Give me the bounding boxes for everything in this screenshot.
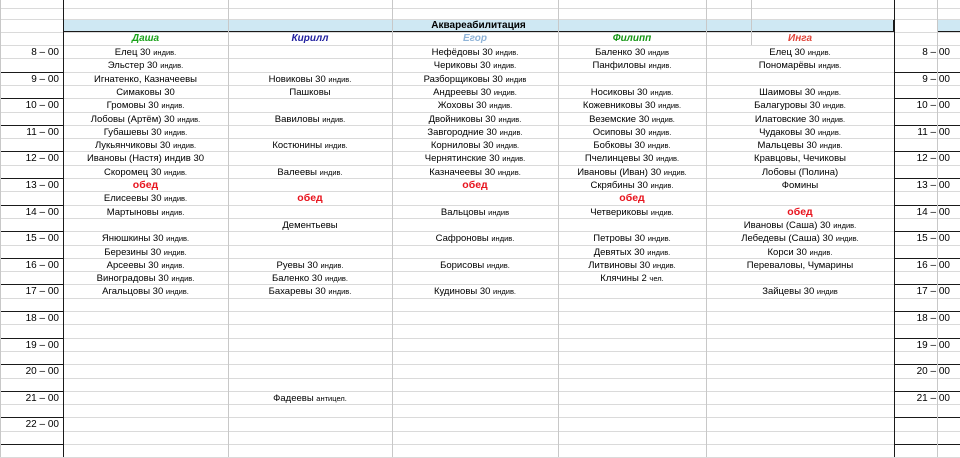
lunch-break-cell[interactable] xyxy=(228,192,392,205)
booking-family: Зайцевы 30 xyxy=(762,286,815,297)
booking-family: Губашевы 30 xyxy=(103,127,162,138)
booking-cell[interactable] xyxy=(558,206,706,219)
booking-type: индив. xyxy=(651,115,675,124)
booking-family: Дементьевы xyxy=(282,220,338,231)
time-label-right[interactable]: 18 – 00 xyxy=(916,313,950,324)
booking-type: индив. xyxy=(177,115,201,124)
booking-family: Панфиловы xyxy=(592,60,646,71)
booking-cell[interactable] xyxy=(706,166,894,179)
booking-family: Андреевы 30 xyxy=(433,87,492,98)
grid-column-line xyxy=(0,0,1,457)
time-label-left[interactable]: 12 – 00 xyxy=(25,153,59,164)
booking-cell[interactable] xyxy=(63,139,228,152)
booking-family: Клячины 2 xyxy=(600,273,647,284)
time-label-left[interactable]: 19 – 00 xyxy=(25,340,59,351)
booking-family: Веземские 30 xyxy=(589,114,650,125)
booking-cell[interactable] xyxy=(392,73,558,86)
booking-cell[interactable] xyxy=(392,59,558,72)
booking-family: обед xyxy=(297,192,323,204)
booking-family: Мартыновы xyxy=(106,207,159,218)
booking-type: индив. xyxy=(817,128,841,137)
time-label-left[interactable]: 10 – 00 xyxy=(25,100,59,111)
booking-cell[interactable] xyxy=(558,166,706,179)
booking-family: обед xyxy=(132,179,159,191)
booking-cell[interactable] xyxy=(706,99,894,112)
booking-cell[interactable] xyxy=(63,285,228,298)
column-header-inga[interactable]: Инга xyxy=(788,33,812,44)
booking-cell[interactable] xyxy=(63,272,228,285)
booking-family: Балагуровы 30 xyxy=(754,100,821,111)
booking-type: индив. xyxy=(164,168,188,177)
booking-cell[interactable] xyxy=(228,73,392,86)
time-label-left[interactable]: 15 – 00 xyxy=(25,233,59,244)
booking-type: индив. xyxy=(161,261,185,270)
booking-family: Ивановы (Настя) индив 30 xyxy=(86,153,205,164)
booking-type: индив. xyxy=(835,234,859,243)
lunch-break-cell[interactable] xyxy=(392,179,558,192)
booking-family: Березины 30 xyxy=(104,247,162,258)
time-label-left[interactable]: 14 – 00 xyxy=(25,207,59,218)
booking-cell[interactable] xyxy=(392,99,558,112)
booking-cell[interactable] xyxy=(392,139,558,152)
time-label-left[interactable]: 22 – 00 xyxy=(25,419,59,430)
time-label-right[interactable]: 11 – 00 xyxy=(917,127,950,138)
booking-cell[interactable] xyxy=(706,179,894,192)
booking-cell[interactable] xyxy=(706,86,894,99)
grid-row-line xyxy=(0,404,960,405)
grid-column-line xyxy=(894,0,895,457)
booking-type: индив. xyxy=(817,88,841,97)
next-sheet-header xyxy=(937,19,960,32)
time-label-right[interactable]: 9 – 00 xyxy=(922,74,950,85)
booking-cell[interactable] xyxy=(228,219,392,232)
booking-type: индив. xyxy=(489,101,513,110)
booking-cell[interactable] xyxy=(63,152,228,165)
booking-type: индив. xyxy=(648,61,672,70)
booking-type: индив. xyxy=(486,261,510,270)
booking-family: Двойниковы 30 xyxy=(428,114,496,125)
booking-cell[interactable] xyxy=(63,99,228,112)
booking-cell[interactable] xyxy=(706,126,894,139)
booking-cell[interactable] xyxy=(706,139,894,152)
booking-cell[interactable] xyxy=(63,166,228,179)
column-header-kirill[interactable]: Кирилл xyxy=(291,33,329,44)
booking-family: Кравцовы, Чечиковы xyxy=(754,153,846,164)
booking-family: Лебедевы (Саша) 30 xyxy=(741,233,834,244)
booking-cell[interactable] xyxy=(392,206,558,219)
booking-type: индив. xyxy=(499,128,523,137)
booking-type: индив. xyxy=(663,168,687,177)
booking-family: Ивановы (Иван) 30 xyxy=(577,167,662,178)
column-header-filipp[interactable]: Филипп xyxy=(612,33,652,44)
time-label-left[interactable]: 21 – 00 xyxy=(25,393,59,404)
grid-row-line xyxy=(0,391,960,392)
booking-cell[interactable] xyxy=(706,46,894,59)
grid-row-line xyxy=(0,338,960,339)
booking-cell[interactable] xyxy=(228,139,392,152)
booking-cell[interactable] xyxy=(392,46,558,59)
booking-family: Лобовы (Артём) 30 xyxy=(90,114,175,125)
booking-cell[interactable] xyxy=(558,59,706,72)
booking-type: индив. xyxy=(324,141,348,150)
booking-type: индив. xyxy=(658,101,682,110)
booking-family: Переваловы, Чумарины xyxy=(746,260,854,271)
booking-cell[interactable] xyxy=(706,152,894,165)
booking-type: индив. xyxy=(173,141,197,150)
booking-family: Эльстер 30 xyxy=(107,60,158,71)
booking-family: Чернятинские 30 xyxy=(424,153,500,164)
grid-row-line xyxy=(0,444,960,445)
booking-family: Новиковы 30 xyxy=(268,74,326,85)
booking-family: обед xyxy=(787,206,813,218)
time-label-left[interactable]: 18 – 00 xyxy=(25,313,59,324)
booking-type: индив. xyxy=(498,115,522,124)
booking-type: индив. xyxy=(495,48,519,57)
booking-type: индив. xyxy=(648,128,672,137)
booking-type: индив. xyxy=(320,261,344,270)
booking-type: индив. xyxy=(807,48,831,57)
booking-family: Разборщиковы 30 xyxy=(423,74,503,85)
booking-cell[interactable] xyxy=(706,285,894,298)
grid-row-line xyxy=(0,378,960,379)
booking-family: Чудаковы 30 xyxy=(759,127,816,138)
booking-type: индив. xyxy=(164,128,188,137)
booking-type: индив. xyxy=(647,248,671,257)
booking-type: индив xyxy=(648,48,669,57)
booking-type: чел. xyxy=(649,274,664,283)
booking-cell[interactable] xyxy=(228,392,392,405)
time-label-left[interactable]: 11 – 00 xyxy=(26,127,59,138)
booking-type: индив. xyxy=(650,181,674,190)
booking-family: Илатовские 30 xyxy=(754,114,820,125)
booking-family: Вальцовы xyxy=(440,207,486,218)
booking-type: индив. xyxy=(160,61,184,70)
booking-type: индив. xyxy=(493,287,517,296)
booking-family: Елисеевы 30 xyxy=(103,193,162,204)
booking-cell[interactable] xyxy=(706,59,894,72)
booking-cell[interactable] xyxy=(63,59,228,72)
booking-cell[interactable] xyxy=(706,219,894,232)
time-label-right[interactable]: 14 – 00 xyxy=(916,207,950,218)
booking-type: индив. xyxy=(493,61,517,70)
time-label-left[interactable]: 9 – 00 xyxy=(31,74,59,85)
booking-type: индив. xyxy=(153,48,177,57)
booking-family: Пчелинцевы 30 xyxy=(584,153,654,164)
booking-family: Корниловы 30 xyxy=(430,140,494,151)
time-label-left[interactable]: 16 – 00 xyxy=(25,260,59,271)
booking-family: Корси 30 xyxy=(767,247,807,258)
booking-family: Баленко 30 xyxy=(595,47,646,58)
grid-row-line xyxy=(0,351,960,352)
booking-cell[interactable] xyxy=(392,126,558,139)
booking-cell[interactable] xyxy=(558,46,706,59)
time-label-right[interactable]: 19 – 00 xyxy=(916,340,950,351)
booking-type: антицел. xyxy=(316,394,347,403)
booking-cell[interactable] xyxy=(706,246,894,259)
booking-cell[interactable] xyxy=(63,86,228,99)
booking-family: Сафроновы xyxy=(435,233,489,244)
booking-family: Шаимовы 30 xyxy=(759,87,816,98)
booking-family: Валеевы xyxy=(277,167,317,178)
booking-family: Руевы 30 xyxy=(276,260,318,271)
booking-type: индив. xyxy=(833,221,857,230)
booking-type: индив. xyxy=(325,274,348,283)
booking-family: Виноградовы 30 xyxy=(96,273,169,284)
time-label-right[interactable]: 10 – 00 xyxy=(916,100,950,111)
booking-type: индив xyxy=(505,75,527,84)
time-label-left[interactable]: 8 – 00 xyxy=(31,47,59,58)
booking-cell[interactable] xyxy=(558,259,706,272)
column-header-egor[interactable]: Егор xyxy=(463,33,487,44)
booking-cell[interactable] xyxy=(558,179,706,192)
booking-cell[interactable] xyxy=(392,166,558,179)
booking-cell[interactable] xyxy=(63,206,228,219)
hour-separator xyxy=(0,444,63,445)
hour-separator xyxy=(894,444,960,445)
time-label-right[interactable]: 17 – 00 xyxy=(916,286,950,297)
time-label-right[interactable]: 12 – 00 xyxy=(916,153,950,164)
time-label-right[interactable]: 13 – 00 xyxy=(916,180,950,191)
booking-family: Лукьянчиковы 30 xyxy=(94,140,171,151)
booking-type: индив. xyxy=(496,141,520,150)
booking-family: Нефёдовы 30 xyxy=(431,47,493,58)
booking-cell[interactable] xyxy=(63,46,228,59)
booking-cell[interactable] xyxy=(228,166,392,179)
booking-type: индив. xyxy=(502,154,526,163)
booking-family: Казначеевы 30 xyxy=(429,167,496,178)
booking-cell[interactable] xyxy=(228,272,392,285)
grid-row-line xyxy=(0,298,960,299)
booking-family: Агальцовы 30 xyxy=(102,286,164,297)
booking-cell[interactable] xyxy=(392,285,558,298)
grid-row-line xyxy=(0,8,960,9)
booking-type: индив. xyxy=(171,274,195,283)
booking-cell[interactable] xyxy=(63,232,228,245)
booking-family: Янюшкины 30 xyxy=(101,233,164,244)
booking-cell[interactable] xyxy=(228,285,392,298)
booking-cell[interactable] xyxy=(63,259,228,272)
booking-cell[interactable] xyxy=(228,86,392,99)
booking-type: индив. xyxy=(491,234,515,243)
sheet-title[interactable]: Аквареабилитация xyxy=(63,19,894,32)
grid-row-line xyxy=(0,311,960,312)
booking-type: индив. xyxy=(650,208,674,217)
booking-cell[interactable] xyxy=(706,113,894,126)
booking-family: Фадеевы xyxy=(273,393,314,404)
booking-family: Фомины xyxy=(781,180,819,191)
booking-cell[interactable] xyxy=(558,113,706,126)
time-label-right[interactable]: 16 – 00 xyxy=(916,260,950,271)
booking-family: Борисовы xyxy=(440,260,485,271)
booking-family: Скоромец 30 xyxy=(103,167,162,178)
booking-cell[interactable] xyxy=(63,113,228,126)
booking-cell[interactable] xyxy=(392,259,558,272)
booking-cell[interactable] xyxy=(228,259,392,272)
booking-type: индив. xyxy=(161,101,185,110)
booking-family: Игнатенко, Казначеевы xyxy=(94,74,197,85)
grid-row-line xyxy=(0,19,960,20)
booking-type: индив xyxy=(816,287,838,296)
time-label-right[interactable]: 8 – 00 xyxy=(922,47,950,58)
booking-type: индив. xyxy=(818,61,842,70)
booking-type: индив. xyxy=(322,115,346,124)
booking-type: индив. xyxy=(328,287,352,296)
lunch-break-cell[interactable] xyxy=(706,206,894,219)
lunch-break-cell[interactable] xyxy=(558,192,706,205)
booking-type: индив. xyxy=(319,168,343,177)
booking-type: индив. xyxy=(166,234,190,243)
booking-type: индив. xyxy=(650,88,674,97)
booking-family: Ивановы (Саша) 30 xyxy=(743,220,831,231)
booking-family: обед xyxy=(619,192,645,204)
booking-family: Арсеевы 30 xyxy=(106,260,159,271)
booking-type: индив. xyxy=(497,168,521,177)
time-label-left[interactable]: 13 – 00 xyxy=(25,180,59,191)
booking-family: Бобковы 30 xyxy=(593,140,645,151)
grid-column-line xyxy=(937,0,938,457)
booking-family: Баленко 30 xyxy=(272,273,323,284)
booking-cell[interactable] xyxy=(558,152,706,165)
booking-cell[interactable] xyxy=(558,232,706,245)
column-header-daria[interactable]: Даша xyxy=(131,33,160,44)
time-label-right[interactable]: 21 – 00 xyxy=(916,393,950,404)
booking-family: Пашковы xyxy=(289,87,331,98)
booking-type: индив. xyxy=(809,248,833,257)
booking-family: Кудиновы 30 xyxy=(433,286,491,297)
booking-type: индив. xyxy=(493,88,517,97)
booking-type: индив. xyxy=(647,234,671,243)
booking-cell[interactable] xyxy=(558,246,706,259)
time-label-left[interactable]: 20 – 00 xyxy=(25,366,59,377)
grid-row-line xyxy=(0,324,960,325)
grid-row-line xyxy=(0,431,960,432)
booking-type: индив. xyxy=(164,194,188,203)
grid-row-line xyxy=(0,417,960,418)
booking-cell[interactable] xyxy=(706,232,894,245)
booking-family: Вавиловы xyxy=(274,114,320,125)
booking-family: Пономарёвы xyxy=(758,60,816,71)
booking-cell[interactable] xyxy=(63,192,228,205)
booking-family: Громовы 30 xyxy=(106,100,159,111)
booking-family: Мальцевы 30 xyxy=(757,140,817,151)
booking-family: Симаковы 30 xyxy=(116,87,175,98)
lunch-break-cell[interactable] xyxy=(63,179,228,192)
booking-family: Лобовы (Полина) xyxy=(761,167,839,178)
booking-cell[interactable] xyxy=(558,99,706,112)
booking-type: индив. xyxy=(647,141,671,150)
booking-family: Жоховы 30 xyxy=(437,100,487,111)
booking-cell[interactable] xyxy=(63,73,228,86)
booking-cell[interactable] xyxy=(228,113,392,126)
booking-family: Скрябины 30 xyxy=(590,180,648,191)
booking-cell[interactable] xyxy=(558,272,706,285)
booking-family: обед xyxy=(462,179,488,191)
time-label-right[interactable]: 15 – 00 xyxy=(916,233,950,244)
grid-row-line xyxy=(0,364,960,365)
booking-cell[interactable] xyxy=(558,86,706,99)
booking-cell[interactable] xyxy=(63,126,228,139)
booking-type: индив. xyxy=(163,248,187,257)
booking-type: индив. xyxy=(652,261,676,270)
booking-family: Завгородние 30 xyxy=(427,127,497,138)
booking-family: Девятых 30 xyxy=(593,247,645,258)
booking-family: Петровы 30 xyxy=(593,233,646,244)
booking-type: индив. xyxy=(656,154,680,163)
time-label-right[interactable]: 20 – 00 xyxy=(916,366,950,377)
booking-family: Елец 30 xyxy=(114,47,151,58)
booking-cell[interactable] xyxy=(558,126,706,139)
booking-family: Литвиновы 30 xyxy=(588,260,651,271)
booking-cell[interactable] xyxy=(558,139,706,152)
booking-family: Кожевниковы 30 xyxy=(582,100,656,111)
booking-family: Осиповы 30 xyxy=(592,127,646,138)
booking-cell[interactable] xyxy=(392,86,558,99)
booking-type: индив xyxy=(488,208,510,217)
booking-type: индив. xyxy=(822,115,846,124)
booking-type: индив. xyxy=(161,208,185,217)
booking-family: Четвериковы xyxy=(590,207,649,218)
booking-type: индив. xyxy=(819,141,843,150)
hour-separator xyxy=(894,417,960,418)
time-label-left[interactable]: 17 – 00 xyxy=(25,286,59,297)
booking-type: индив. xyxy=(165,287,189,296)
booking-type: индив. xyxy=(822,101,846,110)
booking-family: Носиковы 30 xyxy=(590,87,648,98)
booking-family: Костюнины xyxy=(272,140,323,151)
booking-cell[interactable] xyxy=(63,246,228,259)
booking-cell[interactable] xyxy=(706,259,894,272)
booking-type: индив. xyxy=(328,75,352,84)
booking-family: Елец 30 xyxy=(769,47,806,58)
booking-cell[interactable] xyxy=(392,113,558,126)
booking-cell[interactable] xyxy=(392,152,558,165)
booking-family: Бахаревы 30 xyxy=(268,286,326,297)
booking-family: Чериковы 30 xyxy=(433,60,491,71)
booking-cell[interactable] xyxy=(392,232,558,245)
